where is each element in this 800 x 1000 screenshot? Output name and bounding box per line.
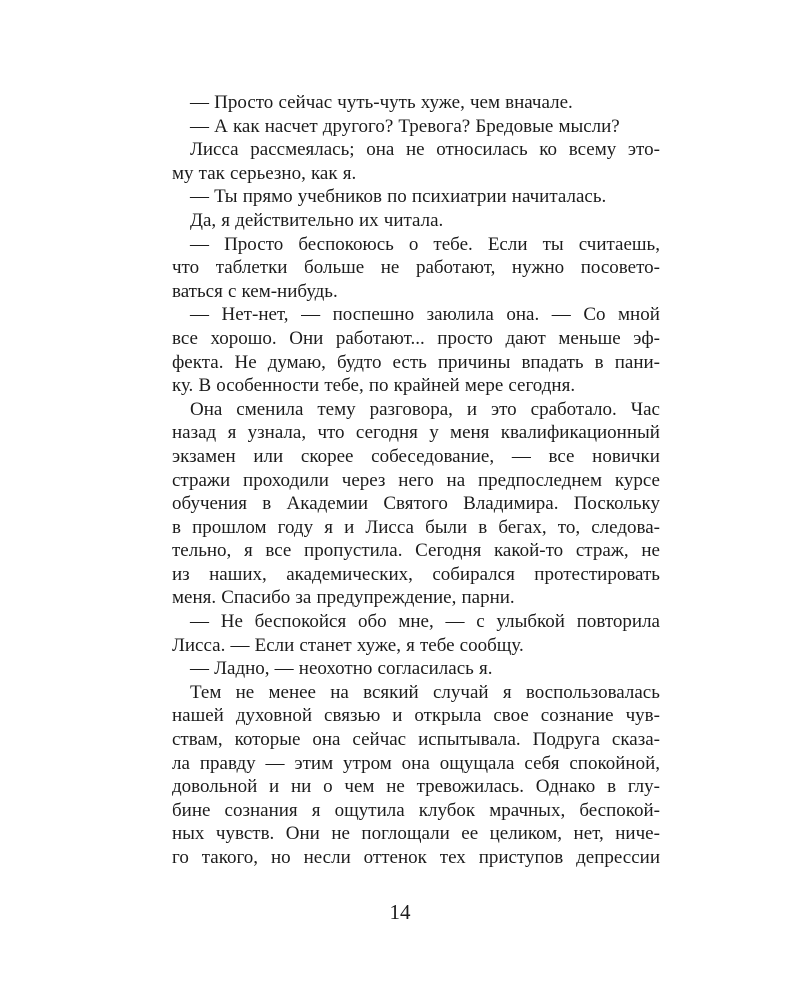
text-line: — Ладно, — неохотно согласилась я. [190, 658, 493, 680]
text-line: тельно, я все пропустила. Сегодня какой-то страж, не [172, 540, 660, 562]
text-line: в прошлом году я и Лисса были в бегах, то, следова- [172, 516, 660, 538]
text-line: Лисса рассмеялась; она не относилась ко всему это- [190, 139, 660, 161]
text-line: го такого, но несли оттенок тех приступов депрессии [172, 847, 660, 868]
body-text [172, 91, 660, 870]
text-line: все хорошо. Они работают... просто дают меньше эф- [172, 327, 660, 349]
text-line: назад я узнала, что сегодня у меня квалификационный [172, 422, 660, 444]
text-line: — А как насчет другого? Тревога? Бредовые мысли? [190, 115, 620, 137]
text-line: Она сменила тему разговора, и это сработало. Час [190, 398, 660, 420]
text-line: — Нет-нет, — поспешно заюлила она. — Со мной [190, 304, 660, 326]
text-line: Тем не менее на всякий случай я воспользовалась [190, 681, 660, 703]
text-line: меня. Спасибо за предупреждение, парни. [172, 587, 515, 609]
text-line: нашей духовной связью и открыла свое сознание чув- [172, 705, 660, 727]
text-line: что таблетки больше не работают, нужно посовето- [172, 257, 660, 279]
text-line: экзамен или скорее собеседование, — все новички [172, 445, 660, 467]
text-line: ку. В особенности тебе, по крайней мере сегодня. [172, 375, 576, 397]
text-line: — Просто сейчас чуть-чуть хуже, чем вначале. [190, 92, 573, 113]
text-line: обучения в Академии Святого Владимира. Поскольку [172, 493, 660, 515]
text-line: ваться с кем-нибудь. [172, 280, 338, 302]
text-line: — Не беспокойся обо мне, — с улыбкой повторила [190, 611, 660, 633]
text-line: — Ты прямо учебников по психиатрии начиталась. [190, 186, 607, 208]
page-number: 14 [389, 900, 411, 924]
text-line: бине сознания я ощутила клубок мрачных, беспокой- [172, 799, 660, 821]
text-line: стражи проходили через него на предпоследнем курсе [172, 469, 660, 491]
text-line: довольной и ни о чем не тревожилась. Однако в глу- [172, 776, 660, 798]
text-line: Да, я действительно их читала. [190, 209, 444, 231]
text-line: из наших, академических, собирался протестировать [172, 563, 660, 585]
text-line: ствам, которые она сейчас испытывала. Подруга сказа- [172, 729, 660, 751]
text-line: му так серьезно, как я. [172, 162, 357, 184]
text-line: ла правду — этим утром она ощущала себя спокойной, [172, 752, 660, 774]
text-line: фекта. Не думаю, будто есть причины впадать в пани- [172, 351, 660, 373]
text-line: — Просто беспокоюсь о тебе. Если ты считаешь, [190, 233, 660, 255]
text-line: ных чувств. Они не поглощали ее целиком, нет, ниче- [172, 823, 660, 845]
text-line: Лисса. — Если станет хуже, я тебе сообщу. [172, 634, 524, 656]
